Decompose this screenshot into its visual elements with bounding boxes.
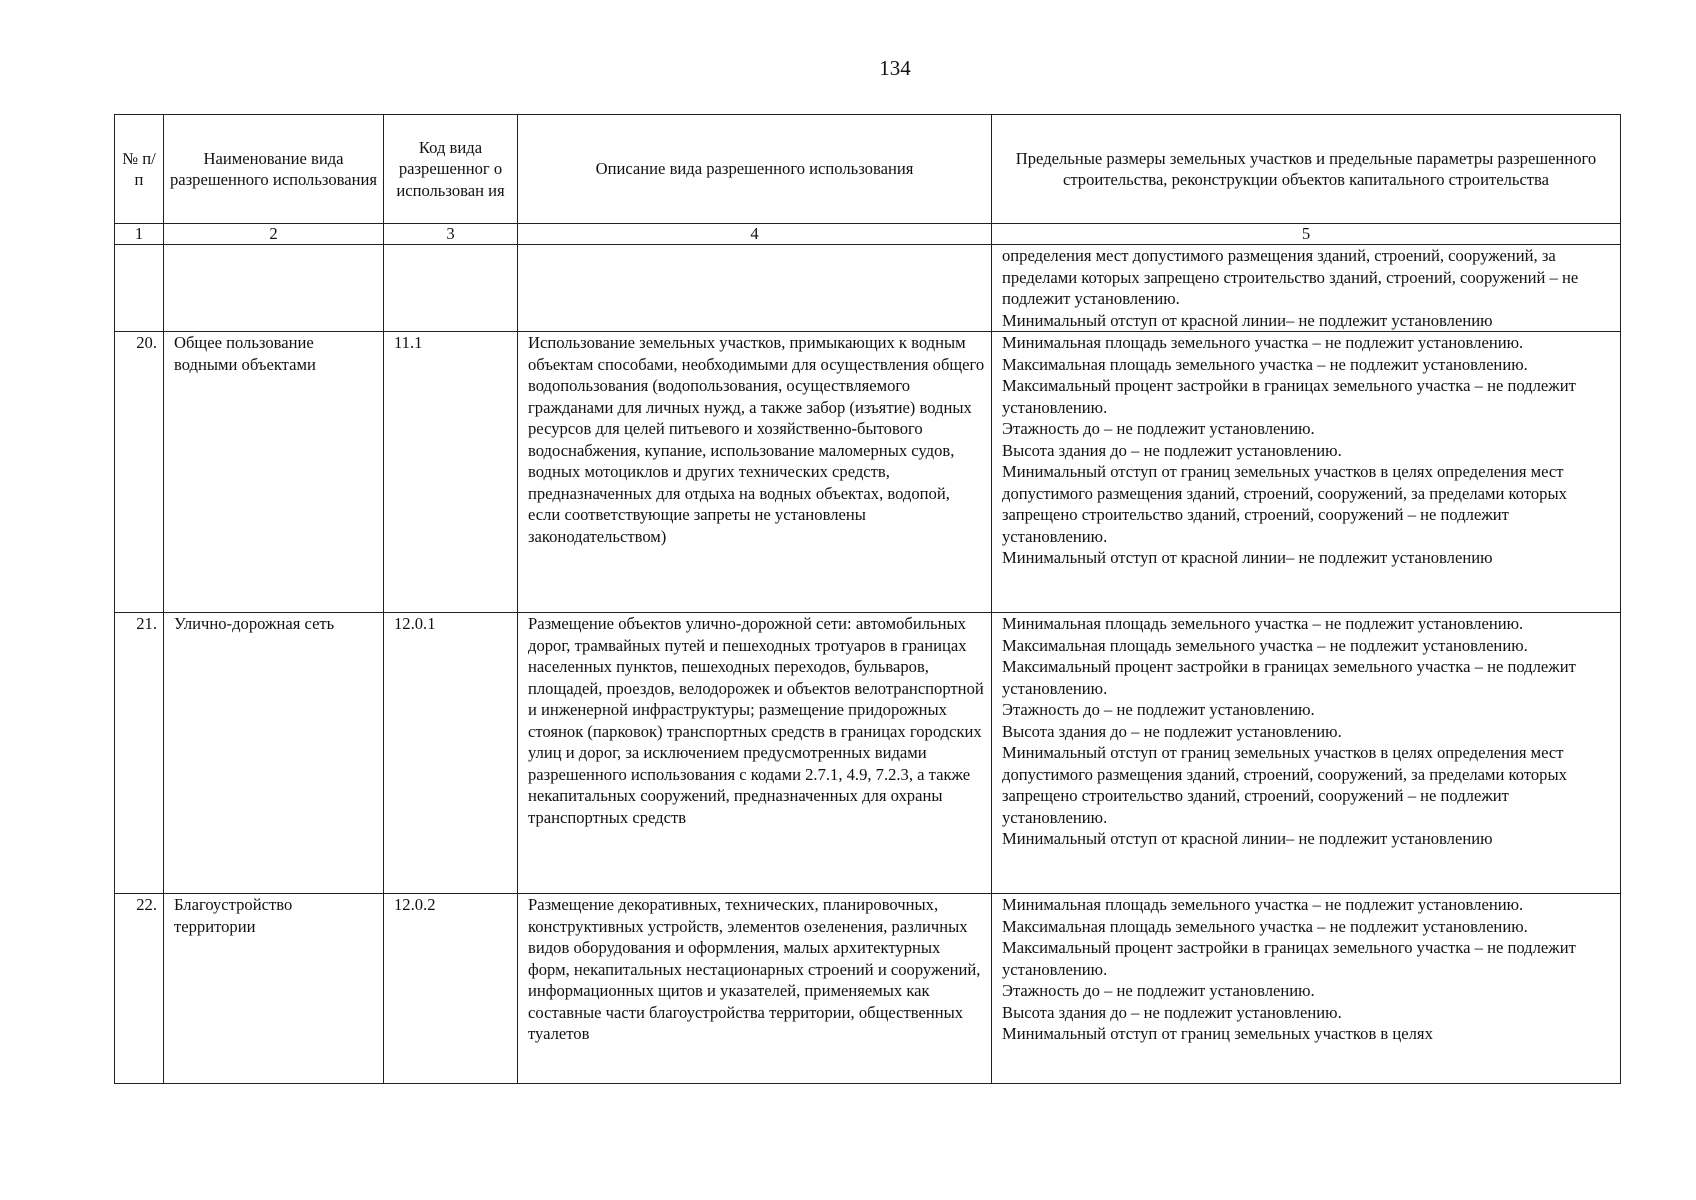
header-number: № п/п bbox=[115, 115, 164, 224]
table-header-row bbox=[115, 115, 1621, 224]
row-use-code: 12.0.2 bbox=[384, 894, 518, 1084]
table-row bbox=[115, 894, 1621, 1084]
header-use-code: Код вида разрешенног о использован ия bbox=[384, 115, 518, 224]
row-params bbox=[992, 613, 1621, 894]
header-use-name: Наименование вида разрешенного использования bbox=[164, 115, 384, 224]
row-number: 22. bbox=[115, 894, 164, 1084]
row-number: 21. bbox=[115, 613, 164, 894]
row-use-name: Благоустройство территории bbox=[164, 894, 384, 1084]
row-use-code: 12.0.1 bbox=[384, 613, 518, 894]
land-use-table bbox=[114, 114, 1621, 1084]
table-row bbox=[115, 613, 1621, 894]
row-use-code bbox=[384, 245, 518, 332]
header-limit-params: Предельные размеры земельных участков и предельные параметры разрешенного строительства, реконструкции объектов капитального строительства bbox=[992, 115, 1621, 224]
row-use-code: 11.1 bbox=[384, 332, 518, 613]
row-use-name: Общее пользование водными объектами bbox=[164, 332, 384, 613]
param-line: Этажность до – не подлежит установлению. bbox=[1002, 700, 1315, 719]
page-number: 134 bbox=[879, 56, 911, 80]
param-line: Высота здания до – не подлежит установлению. bbox=[1002, 440, 1342, 460]
param-line: Этажность до – не подлежит установлению. bbox=[1002, 981, 1315, 1000]
column-number: 4 bbox=[518, 224, 992, 245]
row-params bbox=[992, 245, 1621, 332]
row-use-description: Использование земельных участков, примыкающих к водным объектам способами, необходимыми для осуществления общего водопользования (водопользования, осуществляемого гражданами для личных нужд, а также забор (изъятие) водных ресурсов для целей питьевого и хозяйственно-бытового водоснабжения, купание, использование маломерных судов, водных мотоциклов и других технических средств, предназначенных для отдыха на водных объектах, водопой, если соответствующие запреты не установлены законодательством) bbox=[518, 332, 992, 613]
column-number: 1 bbox=[115, 224, 164, 245]
param-line: Минимальный отступ от границ земельных участков в целях определения мест допустимого размещения зданий, строений, сооружений, за пределами которых запрещено строительство зданий, строений, сооружений – не подлежит установлению. bbox=[1002, 462, 1567, 546]
param-line: Минимальный отступ от красной линии– не подлежит установлению bbox=[1002, 829, 1493, 848]
table-row bbox=[115, 332, 1621, 613]
param-line: Максимальный процент застройки в границах земельного участка – не подлежит установлению. bbox=[1002, 376, 1576, 417]
param-line: Максимальная площадь земельного участка – не подлежит установлению. bbox=[1002, 635, 1528, 655]
param-line: Минимальная площадь земельного участка – не подлежит установлению. bbox=[1002, 614, 1524, 633]
param-line: Минимальная площадь земельного участка – не подлежит установлению. bbox=[1002, 895, 1524, 914]
row-use-description bbox=[518, 245, 992, 332]
row-use-description: Размещение объектов улично-дорожной сети: автомобильных дорог, трамвайных путей и пешеходных тротуаров в границах населенных пунктов, пешеходных переходов, бульваров, площадей, проездов, велодорожек и объектов велотранспортной и инженерной инфраструктуры; размещение придорожных стоянок (парковок) транспортных средств в границах городских улиц и дорог, за исключением предусмотренных видами разрешенного использования с кодами 2.7.1, 4.9, 7.2.3, а также некапитальных сооружений, предназначенных для охраны транспортных средств bbox=[518, 613, 992, 894]
param-line: Минимальный отступ от красной линии– не подлежит установлению bbox=[1002, 310, 1493, 330]
row-params bbox=[992, 894, 1621, 1084]
row-use-name bbox=[164, 245, 384, 332]
param-line: Минимальный отступ от границ земельных участков в целях bbox=[1002, 1024, 1433, 1043]
param-line: Высота здания до – не подлежит установлению. bbox=[1002, 1002, 1342, 1022]
column-number: 2 bbox=[164, 224, 384, 245]
row-use-name: Улично-дорожная сеть bbox=[164, 613, 384, 894]
param-line: Этажность до – не подлежит установлению. bbox=[1002, 419, 1315, 438]
header-use-description: Описание вида разрешенного использования bbox=[518, 115, 992, 224]
param-line: Высота здания до – не подлежит установлению. bbox=[1002, 721, 1342, 741]
param-line: Максимальная площадь земельного участка – не подлежит установлению. bbox=[1002, 916, 1528, 936]
row-number bbox=[115, 245, 164, 332]
param-line: Максимальная площадь земельного участка – не подлежит установлению. bbox=[1002, 354, 1528, 374]
param-line: Минимальная площадь земельного участка – не подлежит установлению. bbox=[1002, 333, 1524, 352]
row-number: 20. bbox=[115, 332, 164, 613]
column-number: 5 bbox=[992, 224, 1621, 245]
column-number-row bbox=[115, 224, 1621, 245]
row-use-description: Размещение декоративных, технических, планировочных, конструктивных устройств, элементов озеленения, различных видов оборудования и оформления, малых архитектурных форм, некапитальных нестационарных строений и сооружений, информационных щитов и указателей, применяемых как составные части благоустройства территории, общественных туалетов bbox=[518, 894, 992, 1084]
row-params bbox=[992, 332, 1621, 613]
column-number: 3 bbox=[384, 224, 518, 245]
param-line: Минимальный отступ от красной линии– не подлежит установлению bbox=[1002, 548, 1493, 567]
param-line: определения мест допустимого размещения зданий, строений, сооружений, за пределами которых запрещено строительство зданий, строений, сооружений – не подлежит установлению. bbox=[1002, 246, 1579, 308]
param-line: Максимальный процент застройки в границах земельного участка – не подлежит установлению. bbox=[1002, 657, 1576, 698]
table-row-continued bbox=[115, 245, 1621, 332]
param-line: Минимальный отступ от границ земельных участков в целях определения мест допустимого размещения зданий, строений, сооружений, за пределами которых запрещено строительство зданий, строений, сооружений – не подлежит установлению. bbox=[1002, 743, 1567, 827]
param-line: Максимальный процент застройки в границах земельного участка – не подлежит установлению. bbox=[1002, 938, 1576, 979]
